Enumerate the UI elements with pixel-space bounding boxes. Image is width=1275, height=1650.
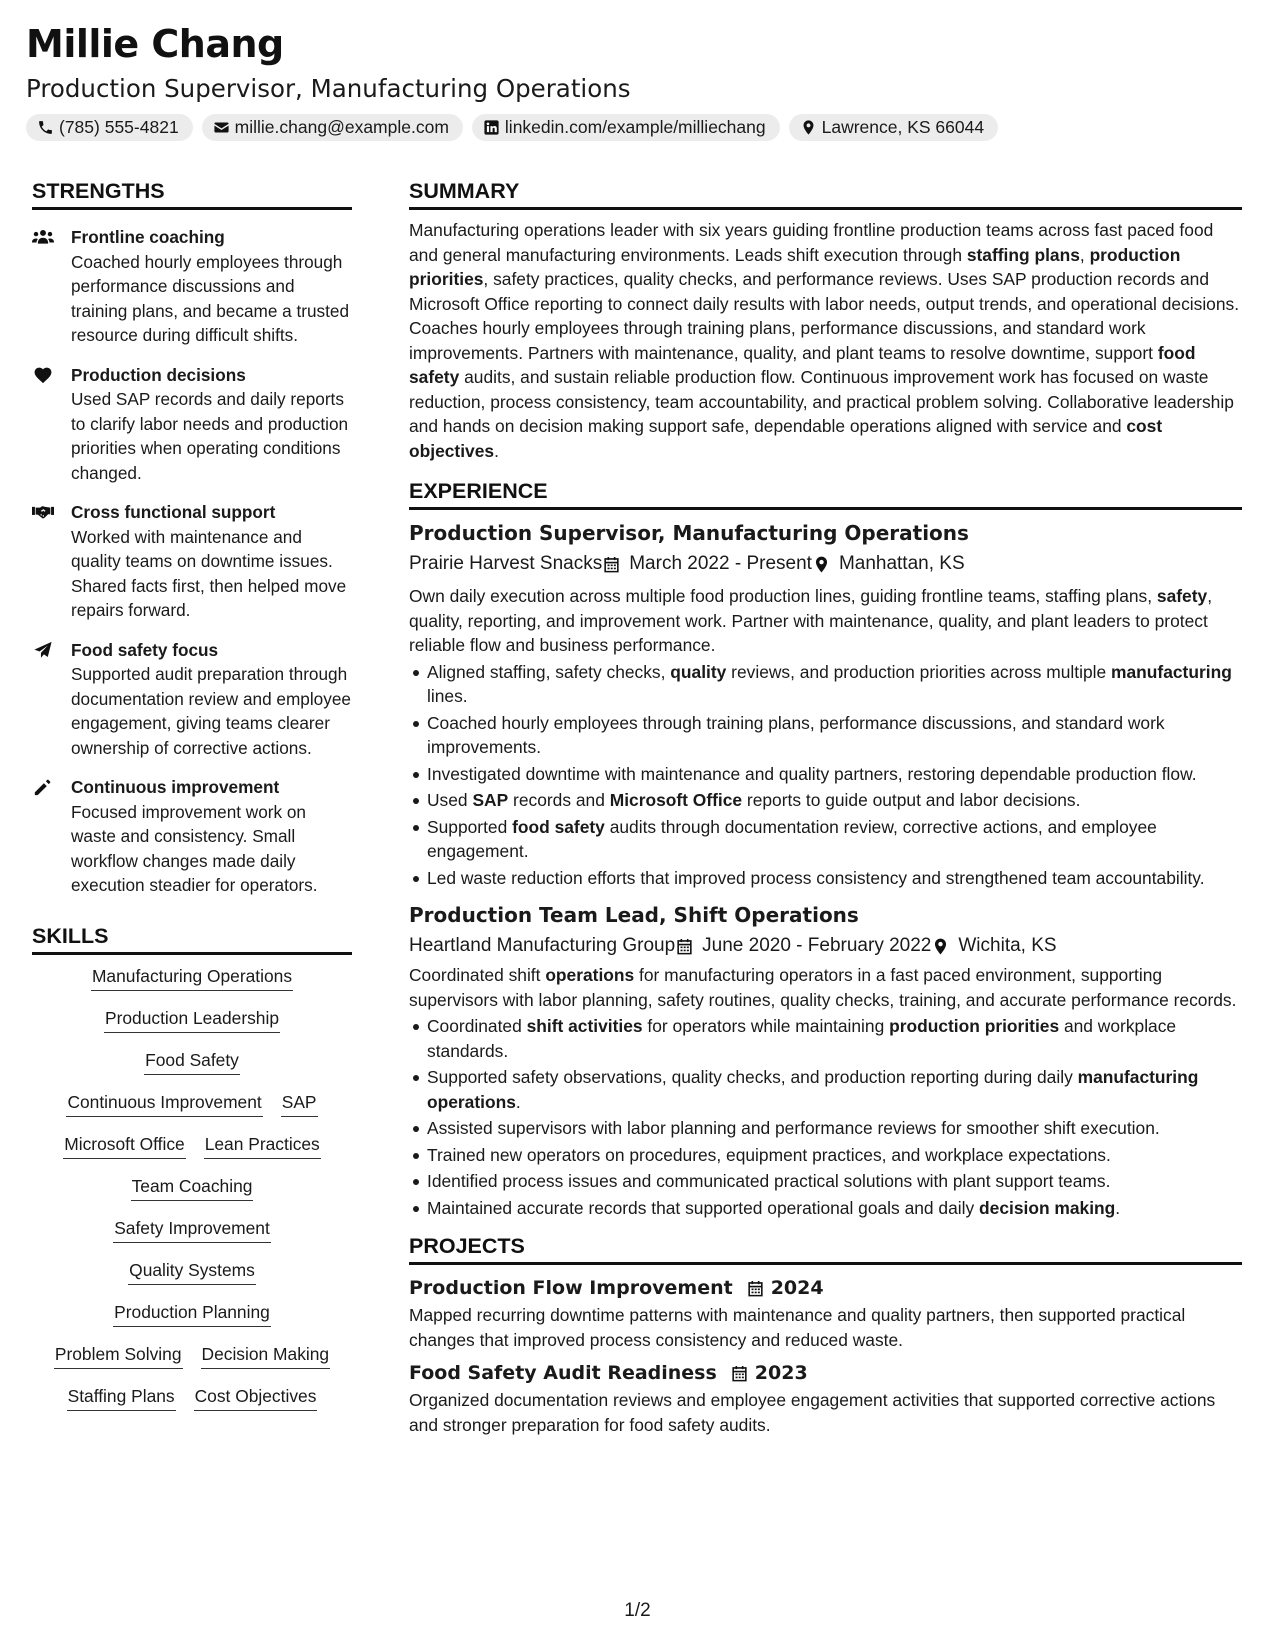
- job-bullet: Identified process issues and communicated practical solutions with plant support teams.: [427, 1169, 1242, 1194]
- candidate-name: Millie Chang: [26, 22, 284, 66]
- job-title: Production Supervisor, Manufacturing Operations: [409, 521, 969, 545]
- job-bullet: Coordinated shift activities for operators while maintaining production priorities and workplace standards.: [427, 1014, 1242, 1063]
- experience-heading: EXPERIENCE: [409, 479, 1242, 510]
- calendar-icon: [746, 1279, 765, 1298]
- emphasis-text: manufacturing operations: [427, 1067, 1199, 1112]
- job-description: Own daily execution across multiple food production lines, guiding frontline teams, staffing plans, safety, quality, reporting, and improvement work. Partner with maintenance, quality, and plant leaders to protect reliable flow and business performance.: [409, 586, 1213, 655]
- emphasis-text: production priorities: [889, 1016, 1060, 1036]
- strength-text: Worked with maintenance and quality teams on downtime issues. Shared facts first, then helped move repairs forward.: [71, 526, 347, 620]
- strength-item: [32, 775, 352, 898]
- job-dates: June 2020 - February 2022: [702, 935, 932, 956]
- projects-heading: PROJECTS: [409, 1234, 1242, 1265]
- emphasis-text: safety: [1156, 586, 1208, 606]
- skill-tag: Quality Systems: [128, 1260, 256, 1285]
- job-meta: [409, 935, 1242, 957]
- calendar-icon: [675, 937, 694, 956]
- job-entry: [409, 903, 1242, 1220]
- emphasis-text: decision making: [979, 1197, 1116, 1218]
- skill-tag: Manufacturing Operations: [91, 966, 293, 991]
- project-entry: [409, 1277, 1242, 1352]
- emphasis-text: cost objectives: [409, 416, 1163, 461]
- candidate-role: Production Supervisor, Manufacturing Operations: [26, 74, 631, 103]
- project-description: Organized documentation reviews and employee engagement activities that supported corrective actions and stronger preparation for food safety audits.: [409, 1390, 1216, 1435]
- contact-phone[interactable]: [26, 114, 193, 141]
- job-bullets: [427, 1014, 1242, 1220]
- skill-tag: SAP: [281, 1092, 318, 1117]
- handshake-icon: [32, 503, 54, 521]
- project-entry: [409, 1362, 1242, 1437]
- skills-list: [32, 966, 352, 1411]
- job-bullet: Maintained accurate records that supported operational goals and daily decision making.: [427, 1196, 1242, 1221]
- job-bullet: Investigated downtime with maintenance and quality partners, restoring dependable production flow.: [427, 762, 1242, 787]
- job-entry: [409, 521, 1242, 890]
- project-title-row: [409, 1277, 1242, 1299]
- strength-text: Used SAP records and daily reports to clarify labor needs and production priorities when operating conditions changed.: [71, 389, 349, 483]
- strengths-heading: STRENGTHS: [32, 179, 352, 210]
- envelope-icon: [213, 119, 230, 136]
- contact-linkedin-text: linkedin.com/example/milliechang: [504, 117, 766, 137]
- emphasis-text: quality: [670, 661, 727, 682]
- pencil-icon: [32, 778, 54, 796]
- job-company: Heartland Manufacturing Group: [409, 935, 676, 956]
- linkedin-icon: [483, 119, 500, 136]
- job-bullet: Assisted supervisors with labor planning and performance reviews for smoother shift execution.: [427, 1116, 1242, 1141]
- job-description: Coordinated shift operations for manufacturing operators in a fast paced environment, supporting supervisors with labor planning, safety routines, quality checks, training, and accurate performance records.: [409, 965, 1237, 1010]
- skill-tag: Microsoft Office: [63, 1134, 185, 1159]
- skill-tag: Food Safety: [144, 1050, 240, 1075]
- skill-tag: Team Coaching: [131, 1176, 254, 1201]
- skills-heading: SKILLS: [32, 924, 352, 955]
- job-dates: March 2022 - Present: [629, 553, 812, 574]
- emphasis-text: Microsoft Office: [609, 790, 743, 810]
- skill-tag: Continuous Improvement: [66, 1092, 262, 1117]
- skill-tag: Decision Making: [201, 1344, 331, 1369]
- contact-email-text: millie.chang@example.com: [234, 117, 449, 137]
- calendar-icon: [730, 1364, 749, 1383]
- strength-title: Frontline coaching: [71, 227, 225, 247]
- emphasis-text: SAP: [472, 790, 509, 810]
- job-bullet: Supported food safety audits through documentation review, corrective actions, and employee engagement.: [427, 815, 1242, 864]
- strength-text: Supported audit preparation through documentation review and employee engagement, giving teams clearer ownership of corrective actions.: [71, 664, 351, 758]
- contact-location: [789, 114, 998, 141]
- skill-tag: Production Planning: [113, 1302, 271, 1327]
- contact-phone-text: (785) 555-4821: [59, 117, 179, 137]
- project-title-row: [409, 1362, 1242, 1384]
- emphasis-text: food safety: [409, 342, 1196, 387]
- phone-icon: [37, 119, 54, 136]
- emphasis-text: manufacturing: [1111, 661, 1232, 682]
- skill-tag: Lean Practices: [204, 1134, 321, 1159]
- project-description: Mapped recurring downtime patterns with maintenance and quality partners, then supported practical changes that improved process consistency and reduced waste.: [409, 1305, 1186, 1350]
- strength-item: [32, 363, 352, 486]
- job-location: Wichita, KS: [958, 935, 1057, 956]
- project-title: Food Safety Audit Readiness: [409, 1362, 717, 1384]
- job-bullet: Used SAP records and Microsoft Office reports to guide output and labor decisions.: [427, 788, 1242, 813]
- users-icon: [32, 228, 54, 246]
- job-bullet: Aligned staffing, safety checks, quality reviews, and production priorities across multiple manufacturing lines.: [427, 660, 1242, 709]
- emphasis-text: food safety: [512, 816, 605, 837]
- emphasis-text: operations: [545, 965, 635, 985]
- emphasis-text: staffing plans: [966, 244, 1080, 265]
- summary-heading: SUMMARY: [409, 179, 1242, 210]
- job-bullet: Trained new operators on procedures, equipment practices, and workplace expectations.: [427, 1143, 1242, 1168]
- contact-linkedin[interactable]: [472, 114, 780, 141]
- skill-tag: Problem Solving: [54, 1344, 183, 1369]
- job-bullet: Coached hourly employees through training plans, performance discussions, and standard work improvements.: [427, 711, 1242, 760]
- page-number: 1/2: [624, 1600, 651, 1621]
- job-bullets: [427, 660, 1242, 891]
- skill-tag: Safety Improvement: [113, 1218, 271, 1243]
- job-bullet: Led waste reduction efforts that improved process consistency and strengthened team accountability.: [427, 866, 1242, 891]
- skill-tag: Production Leadership: [104, 1008, 280, 1033]
- strength-title: Food safety focus: [71, 639, 219, 660]
- job-company: Prairie Harvest Snacks: [409, 553, 603, 574]
- strength-title: Continuous improvement: [71, 777, 280, 797]
- contact-location-text: Lawrence, KS 66044: [821, 117, 985, 137]
- calendar-icon: [602, 555, 621, 574]
- contact-email[interactable]: [202, 114, 463, 141]
- skill-tag: Cost Objectives: [194, 1386, 318, 1411]
- map-pin-icon: [812, 555, 831, 574]
- paper-plane-icon: [32, 641, 54, 659]
- strength-item: [32, 638, 352, 761]
- strength-item: [32, 500, 352, 623]
- project-year: 2023: [754, 1362, 808, 1384]
- summary-text: Manufacturing operations leader with six years guiding frontline production teams across fast paced food and general manufacturing environments. Leads shift execution through staffing plans, production priorities, safety practices, quality checks, and performance reviews. Uses SAP production records and Microsoft Office reporting to connect daily results with labor needs, output trends, and operational decisions. Coaches hourly employees through training plans, performance discussions, and standard work improvements. Partners with maintenance, quality, and plant teams to resolve downtime, support food safety audits, and sustain reliable production flow. Continuous improvement work has focused on waste reduction, process consistency, team accountability, and practical problem solving. Collaborative leadership and hands on decision making support safe, dependable operations aligned with service and cost objectives.: [409, 220, 1240, 461]
- map-pin-icon: [800, 119, 817, 136]
- map-pin-icon: [931, 937, 950, 956]
- contact-bar: [26, 114, 998, 141]
- emphasis-text: shift activities: [526, 1016, 643, 1036]
- strength-title: Cross functional support: [71, 502, 276, 522]
- job-location: Manhattan, KS: [838, 553, 965, 574]
- project-title: Production Flow Improvement: [409, 1277, 733, 1299]
- job-bullet: Supported safety observations, quality checks, and production reporting during daily manufacturing operations.: [427, 1065, 1242, 1114]
- project-year: 2024: [770, 1277, 824, 1299]
- strength-text: Coached hourly employees through performance discussions and training plans, and became a trusted resource during difficult shifts.: [71, 251, 350, 345]
- emphasis-text: production priorities: [409, 244, 1181, 289]
- job-meta: [409, 553, 1242, 575]
- job-title: Production Team Lead, Shift Operations: [409, 903, 859, 927]
- right-column: [409, 179, 1242, 1437]
- skill-tag: Staffing Plans: [67, 1386, 176, 1411]
- left-column: [32, 179, 352, 1411]
- strength-item: [32, 225, 352, 348]
- strength-text: Focused improvement work on waste and consistency. Small workflow changes made daily execution steadier for operators.: [71, 801, 318, 895]
- strength-title: Production decisions: [71, 364, 246, 385]
- heart-icon: [32, 366, 54, 384]
